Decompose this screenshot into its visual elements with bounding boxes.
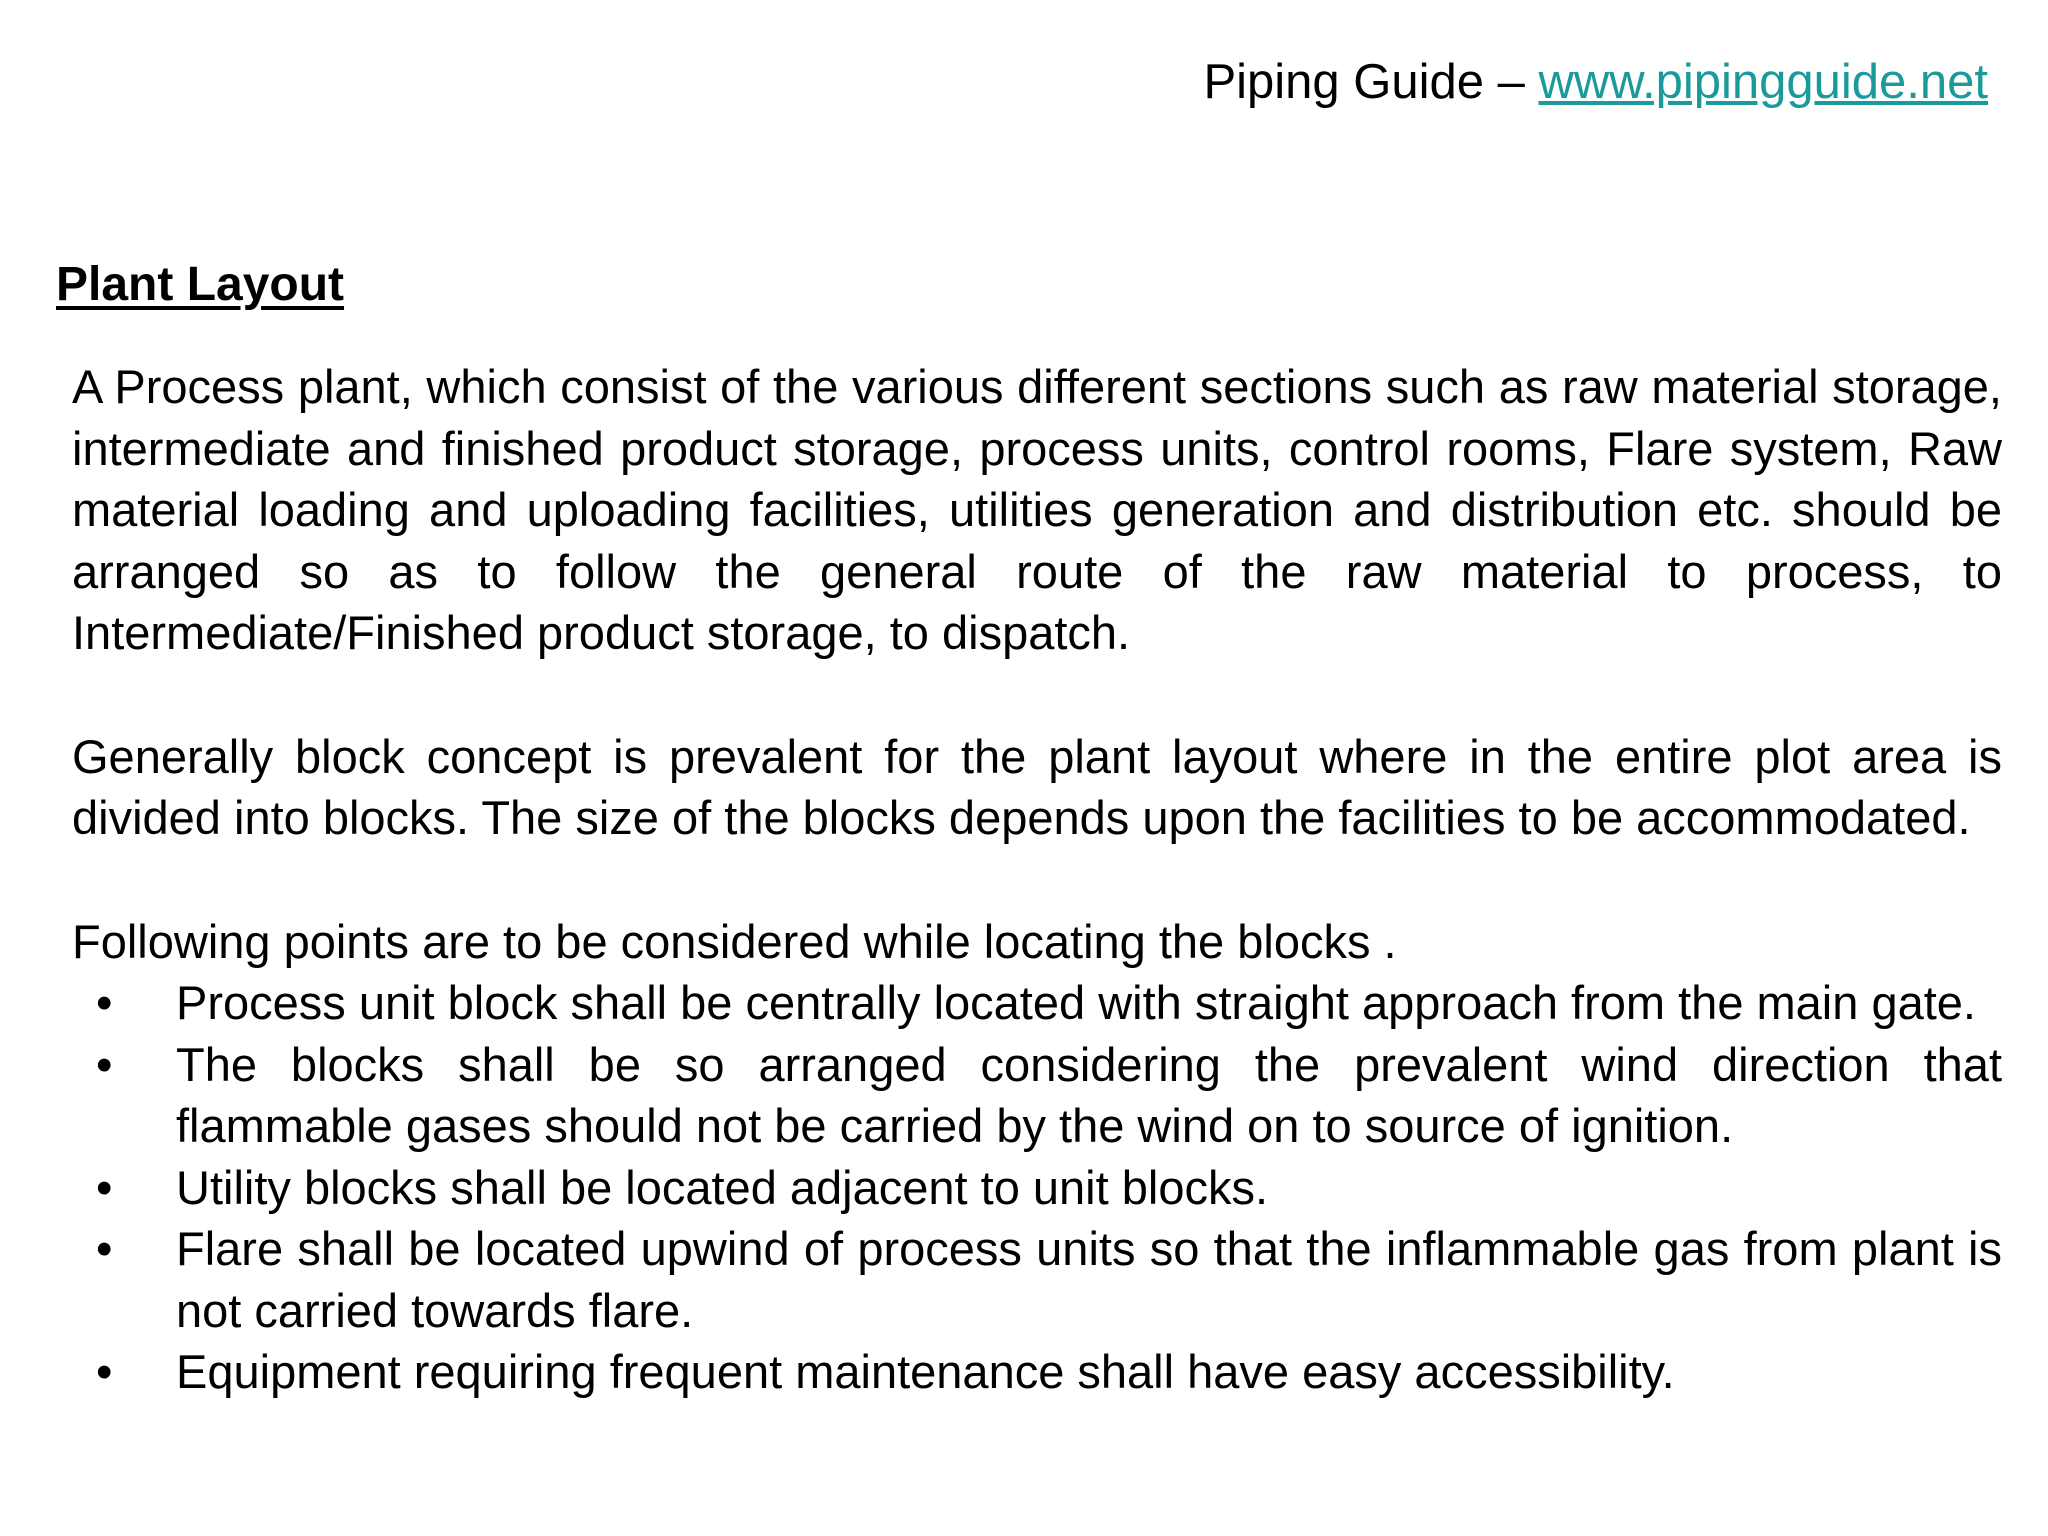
bullet-icon: • bbox=[96, 1222, 113, 1275]
list-item bbox=[72, 1341, 2002, 1403]
document-body bbox=[72, 356, 2002, 1403]
considerations-list bbox=[72, 972, 2002, 1403]
list-item bbox=[72, 1157, 2002, 1219]
list-item-text: The blocks shall be so arranged considering the prevalent wind direction that flammable gases should not be carried by the wind on to source of ignition. bbox=[176, 1037, 2002, 1152]
header-source-label: Piping Guide – bbox=[1203, 55, 1539, 109]
list-item-text: Equipment requiring frequent maintenance shall have easy accessibility. bbox=[176, 1345, 1675, 1398]
page-title: Plant Layout bbox=[56, 258, 345, 311]
bullet-icon: • bbox=[96, 1037, 113, 1091]
list-item-text: Process unit block shall be centrally located with straight approach from the main gate. bbox=[176, 976, 1976, 1029]
bullet-icon: • bbox=[96, 976, 113, 1029]
list-item bbox=[72, 972, 2002, 1034]
list-item bbox=[72, 1218, 2002, 1341]
block-concept-paragraph: Generally block concept is prevalent for the plant layout where in the entire plot area is divided into blocks. The size of the blocks depends upon the facilities to be accommodated. bbox=[72, 729, 2002, 844]
bullet-icon: • bbox=[96, 1160, 113, 1214]
page-header bbox=[1203, 52, 1988, 112]
paragraph-spacer bbox=[72, 849, 2002, 911]
paragraph-spacer bbox=[72, 664, 2002, 726]
list-item-text: Utility blocks shall be located adjacent to unit blocks. bbox=[176, 1160, 1269, 1214]
website-link[interactable]: www.pipingguide.net bbox=[1538, 55, 1988, 109]
bullet-icon: • bbox=[96, 1345, 113, 1398]
intro-paragraph: A Process plant, which consist of the various different sections such as raw material storage, intermediate and finished product storage, process units, control rooms, Flare system, Raw material loading and uploading facilities, utilities generation and distribution etc. should be arranged so as to follow the general route of the raw material to process, to Intermediate/Finished product storage, to dispatch. bbox=[72, 360, 2002, 659]
list-item bbox=[72, 1034, 2002, 1157]
points-intro: Following points are to be considered while locating the blocks . bbox=[72, 914, 1397, 968]
list-item-text: Flare shall be located upwind of process units so that the inflammable gas from plant is not carried towards flare. bbox=[176, 1222, 2002, 1337]
